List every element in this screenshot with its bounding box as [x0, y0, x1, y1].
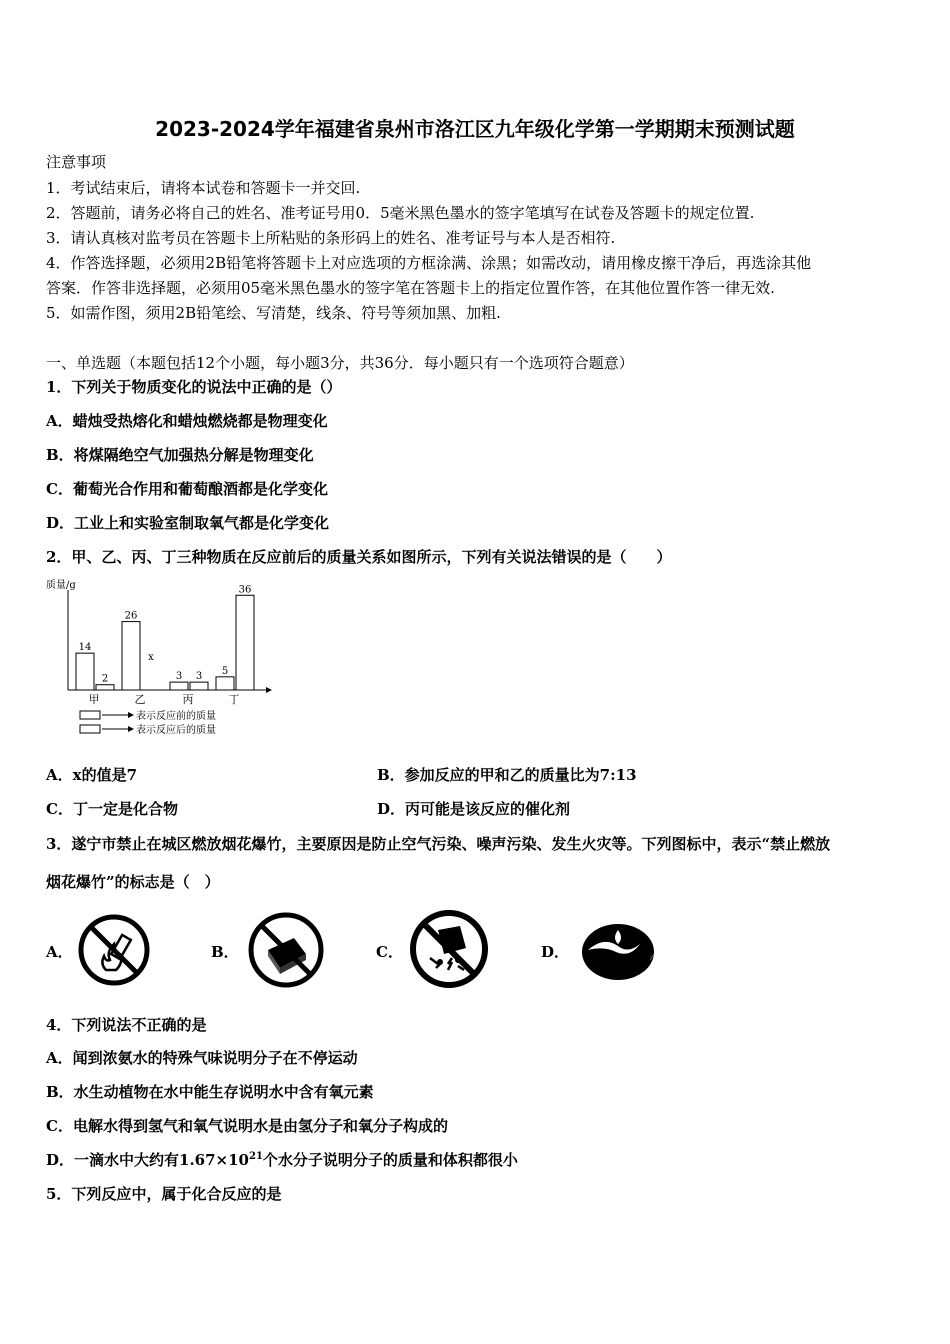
legend-after: 表示反应后的质量 [136, 725, 216, 736]
question-1-option-c: C．葡萄光合作用和葡萄酿酒都是化学变化 [46, 480, 328, 498]
data-label-before: 5 [221, 665, 229, 677]
no-fireworks-icon [76, 912, 152, 988]
question-3-stem: 3．遂宁市禁止在城区燃放烟花爆竹，主要原因是防止空气污染、噪声污染、发生火灾等。下列图标中，表示“禁止燃放 [46, 835, 831, 853]
notice-item: 2．答题前，请务必将自己的姓名、准考证号用0．5毫米黑色墨水的签字笔填写在试卷及答题卡的规定位置. [46, 204, 755, 222]
y-axis-label: 质量/g [46, 580, 76, 591]
data-label-after: x [148, 652, 154, 663]
bar-after-1 [96, 685, 114, 690]
question-4-option-a: A．闻到浓氨水的特殊气味说明分子在不停运动 [46, 1049, 358, 1067]
question-2-option-a: A．x的值是7 [46, 766, 138, 784]
x-tick-label: 丙 [182, 693, 194, 706]
question-3-option-a-label: A． [46, 943, 73, 961]
exponent: 21 [248, 1151, 263, 1162]
section-heading: 一、单选题（本题包括12个小题，每小题3分，共36分．每小题只有一个选项符合题意） [46, 354, 634, 372]
bar-before-1 [76, 653, 94, 690]
notice-heading: 注意事项 [46, 153, 107, 171]
question-2-option-d: D．丙可能是该反应的催化剂 [377, 800, 571, 818]
bar-before-2 [122, 622, 140, 690]
question-3-stem-continued: 烟花爆竹”的标志是（ ） [46, 873, 220, 891]
question-3-option-b-label: B． [211, 943, 239, 961]
question-3-option-d-label: D． [541, 943, 570, 961]
legend-before: 表示反应前的质量 [136, 711, 216, 722]
data-label-before: 26 [124, 610, 138, 622]
question-1-option-a: A．蜡烛受热熔化和蜡烛燃烧都是物理变化 [46, 412, 328, 430]
notice-item: 1．考试结束后，请将本试卷和答题卡一并交回. [46, 179, 361, 197]
question-4-option-d-prefix: D．一滴水中大约有1.67×10 [46, 1151, 249, 1169]
bar-before-3 [170, 682, 188, 690]
question-4-option-b: B．水生动植物在水中能生存说明水中含有氧元素 [46, 1083, 374, 1101]
question-4-option-d [46, 1149, 518, 1170]
question-1-stem: 1．下列关于物质变化的说法中正确的是（） [46, 378, 342, 396]
question-4-option-d-suffix: 个水分子说明分子的质量和体积都很小 [262, 1151, 518, 1169]
no-smoking-icon [246, 910, 326, 990]
bar-before-4 [216, 677, 234, 690]
question-2-stem: 2．甲、乙、丙、丁三种物质在反应前后的质量关系如图所示，下列有关说法错误的是（ ） [46, 548, 672, 566]
bar-after-4 [236, 595, 254, 690]
question-4-option-c: C．电解水得到氢气和氧气说明水是由氢分子和氧分子构成的 [46, 1117, 448, 1135]
x-tick-label: 乙 [134, 693, 146, 706]
data-label-after: 2 [101, 673, 109, 685]
question-1-option-d: D．工业上和实验室制取氧气都是化学变化 [46, 514, 330, 532]
question-5-stem: 5．下列反应中，属于化合反应的是 [46, 1185, 282, 1203]
question-4-stem: 4．下列说法不正确的是 [46, 1016, 207, 1034]
page-title: 2023-2024学年福建省泉州市洛江区九年级化学第一学期期末预测试题 [155, 117, 795, 141]
notice-item: 3．请认真核对监考员在答题卡上所粘贴的条形码上的姓名、准考证号与本人是否相符. [46, 229, 616, 247]
notice-item: 4．作答选择题，必须用2B铅笔将答题卡上对应选项的方框涂满、涂黑；如需改动，请用橡皮擦干净后，再选涂其他 [46, 254, 812, 272]
data-label-before: 3 [175, 671, 183, 683]
water-saving-icon [578, 920, 664, 984]
no-firecracker-icon [408, 908, 490, 990]
data-label-before: 14 [78, 642, 92, 654]
question-2-option-c: C．丁一定是化合物 [46, 800, 178, 818]
mass-bar-chart [44, 574, 274, 740]
notice-item: 5．如需作图，须用2B铅笔绘、写清楚，线条、符号等须加黑、加粗. [46, 304, 501, 322]
data-label-after: 3 [195, 671, 203, 683]
question-2-option-b: B．参加反应的甲和乙的质量比为7:13 [377, 766, 637, 784]
data-label-after: 36 [238, 584, 252, 596]
bar-after-3 [190, 682, 208, 690]
x-tick-label: 丁 [228, 693, 240, 706]
question-3-option-c-label: C． [376, 943, 403, 961]
question-1-option-b: B．将煤隔绝空气加强热分解是物理变化 [46, 446, 314, 464]
notice-item: 答案．作答非选择题，必须用05毫米黑色墨水的签字笔在答题卡上的指定位置作答，在其他位置作答一律无效. [46, 279, 775, 297]
x-tick-label: 甲 [88, 693, 100, 706]
